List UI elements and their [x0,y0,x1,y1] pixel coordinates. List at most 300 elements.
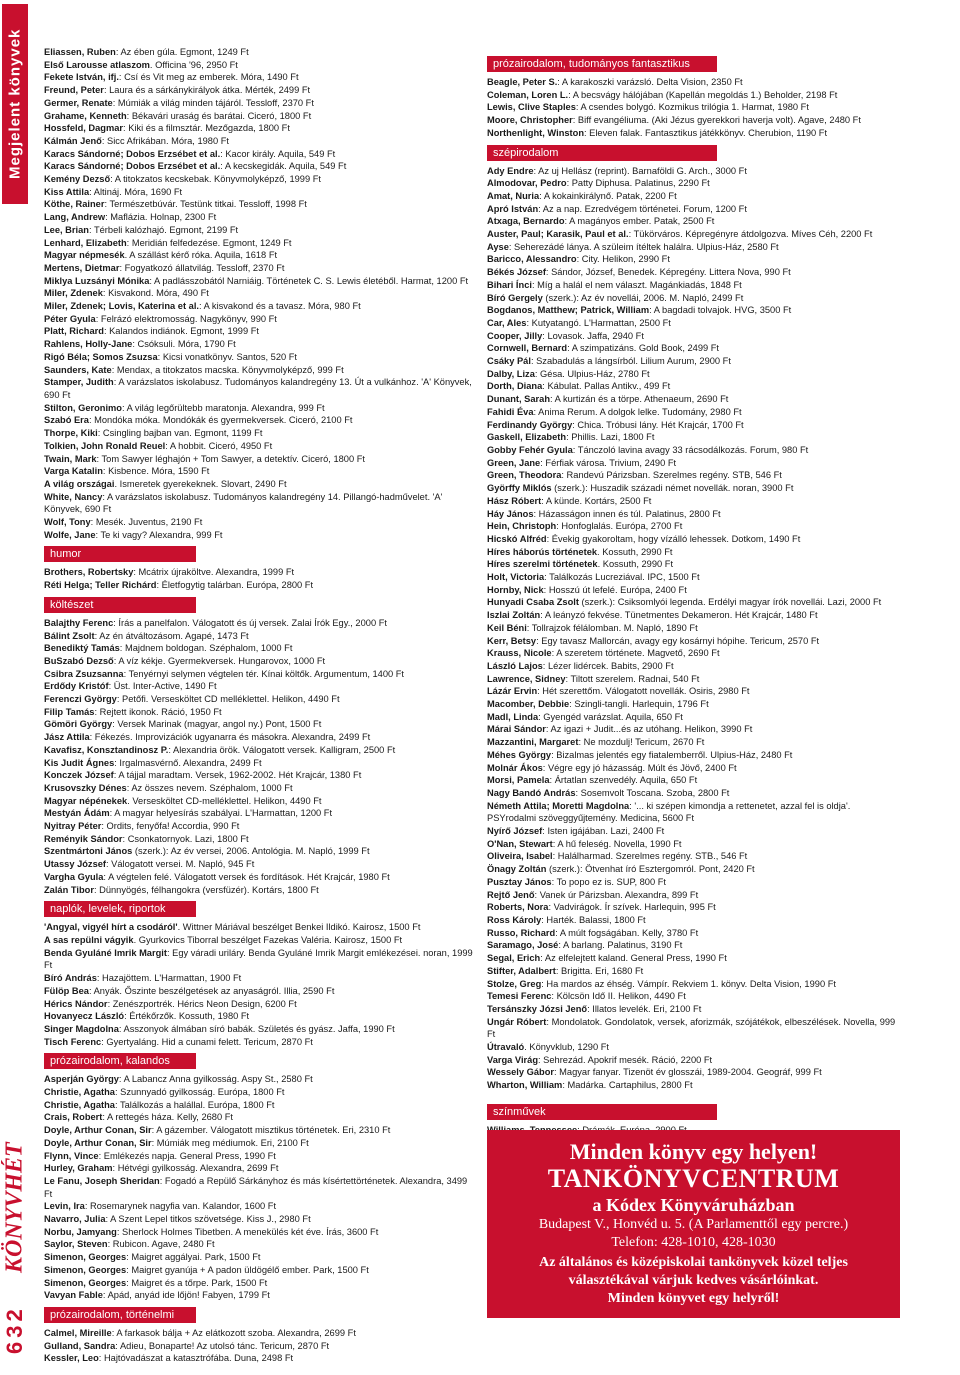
book-details: : Asszonyok álmában síró babák. Születés és gyász. Jaffa, 1990 Ft [118,1023,395,1034]
book-author: Singer Magdolna [44,1023,119,1034]
book-author: Flynn, Vince [44,1150,99,1161]
book-entry [44,998,476,1011]
book-entry [44,871,476,884]
book-entry [487,508,899,521]
book-author: Cornwell, Bernard [487,343,568,354]
book-details: : Találkozás Lucreziával. IPC, 1500 Ft [544,572,700,583]
book-author: Hornby, Nick [487,584,544,595]
book-author: Karacs Sándorné; Dobos Erzsébet et al. [44,148,221,159]
book-details: . Ismeretek gyerekeknek. Slovart, 2490 Ft [114,478,287,489]
book-details: : A végtelen felé. Válogatott versek és fordítások. Hét Krajcár, 1980 Ft [103,871,390,882]
book-author: Konczek József [44,770,114,781]
book-entry [44,947,476,972]
book-entry [487,901,899,914]
book-entry [44,1327,476,1340]
book-entry [44,769,476,782]
book-entry [44,642,476,655]
book-entry [487,596,899,609]
book-details: : A tájjal maradtam. Versek, 1962-2002. Hét Krajcár, 1380 Ft [113,770,362,781]
book-author: Magyar népmesék [44,250,125,261]
book-author: Ungár Róbert [487,1016,547,1027]
book-details: : Fékezés. Improvizációk ugyanarra és másokra. Alexandra, 2499 Ft [89,732,371,743]
book-entry [44,376,476,401]
book-details: : Válogatott versei. M. Napló, 945 Ft [106,859,255,870]
book-details: : Hétvégi gyilkosság. Alexandra, 2699 Ft [112,1163,279,1174]
book-entry [487,939,899,952]
book-details: : Mesék. Juventus, 2190 Ft [90,517,203,528]
book-entry [44,491,476,516]
book-entry [487,850,899,863]
book-details: : Szunnyadó gyilkosság. Európa, 1800 Ft [114,1087,285,1098]
book-details: : A múlt fogságában. Kelly, 3780 Ft [555,927,699,938]
book-entry [44,706,476,719]
book-author: Brothers, Robertsky [44,567,134,578]
book-author: Békés József [487,267,546,278]
book-details: : Ordits, fenyőfa! Accordia, 990 Ft [101,821,240,832]
book-author: Fekete István, ifj. [44,72,119,83]
book-details: : A Szent Lepel titkos szövetsége. Kiss J., 2980 Ft [105,1214,311,1225]
book-details: : Hazajöttem. L'Harmattan, 1900 Ft [96,973,242,984]
book-details: : Kábulat. Pallas Antikv., 499 Ft [542,381,671,392]
book-author: Márai Sándor [487,724,546,735]
book-author: Szabó Era [44,415,89,426]
book-author: Baricco, Alessandro [487,254,577,265]
book-author: Zalán Tibor [44,884,94,895]
book-entry [487,838,899,851]
book-entry [487,165,899,178]
book-details: : Honfoglalás. Európa, 2700 Ft [556,521,683,532]
book-details: : Halálharmad. Szerelmes regény. STB., 546 Ft [552,851,748,862]
book-details: : A magányos ember. Patak, 2500 Ft [564,216,715,227]
book-entry [487,215,899,228]
book-details: : Kölcsön Idő II. Helikon, 4490 Ft [551,991,686,1002]
book-entry [44,566,476,579]
book-details: : A hobbit. Ciceró, 4950 Ft [165,440,273,451]
book-entry [487,952,899,965]
book-entry [44,1086,476,1099]
book-entry [44,668,476,681]
book-entry [44,807,476,820]
book-entry [44,135,476,148]
book-author: Kerr, Betsy [487,635,537,646]
book-author: Eliassen, Ruben [44,47,116,57]
book-details: : A szeretem története. Magvető, 2690 Ft [551,648,720,659]
book-author: Hein, Christoph [487,521,557,532]
book-entry [44,718,476,731]
book-details: : Mcátrix újraköltve. Alexandra, 1999 Ft [133,567,295,578]
book-author: Thorpe, Kiki [44,428,98,439]
book-details: : Tollrajzok félálomban. M. Napló, 1890 Ft [526,622,698,633]
poetry-list [44,617,476,896]
book-entry [487,863,899,876]
book-entry [44,782,476,795]
book-entry [487,1016,899,1041]
book-entry [487,469,899,482]
book-details: : Csí és Vit meg az emberek. Móra, 1490 Ft [118,72,299,83]
book-author: Molnár Ákos [487,762,543,773]
book-author: Méhes György [487,749,552,760]
book-entry [487,101,899,114]
book-entry [487,1079,899,1092]
humor-list [44,566,476,591]
book-entry [487,203,899,216]
book-entry [487,1003,899,1016]
book-author: Kálmán Jenő [44,135,102,146]
book-entry [44,465,476,478]
book-entry [487,558,899,571]
book-details: : Sehrezád. Apokrif mesék. Ráció, 2200 Ft [538,1054,713,1065]
book-details: : Mendax, a titokzatos macska. Könyvmolyképző, 999 Ft [111,364,344,375]
book-author: Ross Károly [487,915,542,925]
book-entry [487,279,899,292]
book-details: : A rettegés háza. Kelly, 2680 Ft [102,1112,233,1123]
book-author: Green, Jane [487,457,541,468]
book-details: : Laura és a sárkánykirályok átka. Mérték, 2499 Ft [103,85,311,96]
book-details: : A varázslatos iskolabusz. Tudományos kalandregény 14. Pillangó-hadművelet. 'A' Könyvek, 690 Ft [44,491,443,515]
book-author: Rigó Béla; Somos Zsuzsa [44,351,158,362]
book-entry [44,858,476,871]
section-heading-poetry: költészet [44,597,196,613]
book-details: : Az igazi + Judit...és az utóhang. Helikon, 3990 Ft [545,724,753,735]
book-details: : Írás a panelfalon. Válogatott és új versek. Zalai Írók Egy., 2000 Ft [113,617,387,628]
book-details: : Hosszú út lefelé. Európa, 2400 Ft [543,584,687,595]
book-details: : Fogadó a Repülő Sárkányhoz és más kísértettörténetek. Alexandra, 3499 Ft [44,1175,468,1199]
book-entry [44,579,476,592]
book-author: Navarro, Julia [44,1214,106,1225]
book-details: : Hajtóvadászat a katasztrófába. Duna, 2498 Ft [98,1353,294,1364]
book-entry [487,609,899,622]
book-details: (szerk.): Huszadik századi német novellák. noran, 3900 Ft [551,483,794,494]
book-author: Doyle, Arthur Conan, Sir [44,1125,152,1136]
book-author: Miler, Zdenek [44,288,103,299]
book-entry [44,300,476,313]
book-details: : Ne mozdulj! Tericum, 2670 Ft [578,737,705,748]
book-author: Bálint Zsolt [44,630,95,641]
book-entry [487,127,899,140]
book-details: : Rosemarynek nagyfia van. Kalandor, 1600 Ft [84,1201,277,1212]
book-entry [44,224,476,237]
book-details: : Üst. Inter-Active, 1490 Ft [108,681,217,692]
book-entry [487,914,899,927]
book-author: Utassy József [44,859,107,870]
book-details: : Isten igájában. Lazi, 2400 Ft [542,826,665,837]
book-entry [44,262,476,275]
book-details: : Phillis. Lazi, 1800 Ft [566,432,655,443]
book-author: Karacs Sándorné; Dobos Erzsébet et al. [44,161,221,172]
book-details: : Sándor, József, Benedek. Képregény. Littera Nova, 990 Ft [545,267,791,278]
book-author: Green, Theodora [487,470,562,481]
book-entry [487,190,899,203]
book-details: : Apád, anyád ide lőjön! Fabyen, 1799 Ft [102,1290,270,1301]
book-entry [487,292,899,305]
book-entry [487,89,899,102]
book-details: : Tiltott szerelem. Radnai, 540 Ft [565,673,700,684]
book-details: : Vadvirágok. Ír szívek. Harlequin, 995 Ft [548,902,716,913]
book-details: : Felrázó elektromosság. Nagykönyv, 990 Ft [95,313,277,324]
book-details: : Seherezádé lánya. A szüleim ítéltek halálra. Ulpius-Ház, 2580 Ft [508,241,779,252]
book-details: : Versek Marinak (magyar, angol ny.) Pont, 1500 Ft [112,719,322,730]
book-details: : Sosemvolt Toscana. Szoba, 2800 Ft [575,787,730,798]
book-details: : Tom Sawyer léghajón + Tom Sawyer, a detektív. Ciceró, 1800 Ft [96,453,365,464]
book-author: Kavafisz, Konsztandinosz P. [44,744,169,755]
book-author: Bogdanos, Matthew; Patrick, William [487,305,650,316]
book-details: . Versesköltet CD-melléklettel. Helikon, 4490 Ft [127,795,322,806]
book-entry [44,440,476,453]
book-author: Simenon, Georges [44,1252,127,1263]
book-author: Péter Gyula [44,313,96,324]
section-heading-scifi: prózairodalom, tudományos fantasztikus [487,56,717,72]
book-entry [487,660,899,673]
book-details: : Maigret gyanúja + A padon üldögélő ember. Park, 1500 Ft [126,1264,369,1275]
book-author: Beagle, Peter S. [487,77,558,87]
book-details: : A kecskegidák. Aquila, 549 Ft [220,161,347,172]
book-author: Saunders, Kate [44,364,112,375]
book-details: : A szimpatizáns. Gold Book, 2499 Ft [567,343,720,354]
adventure-list [44,1073,476,1302]
book-details: (szerk.): Az év novellái, 2006. M. Napló, 2499 Ft [542,292,744,303]
book-entry [44,427,476,440]
book-author: Lang, Andrew [44,212,106,223]
book-details: : Végre egy jó házasság. Múlt és Jövő, 2400 Ft [542,762,737,773]
book-details: (szerk.): Ötvenhat író Esztergomról. Pont, 2420 Ft [546,864,755,875]
book-author: Gaskell, Elizabeth [487,432,567,443]
book-author: Vavyan Fable [44,1290,103,1301]
book-author: Miler, Zdenek; Lovis, Katerina et al. [44,301,199,312]
book-details: (szerk.): Az év versei, 2006. Antológia. M. Napló, 1999 Ft [132,846,370,857]
book-author: Lenhard, Elizabeth [44,237,127,248]
diaries-list [44,921,476,1048]
book-entry [487,736,899,749]
book-details: : Egy tavasz Mallorcán, avagy egy kosárnyi hópihe. Tericum, 2570 Ft [536,635,820,646]
book-author: Köthe, Rainer [44,199,105,210]
book-details: . Kossuth, 2990 Ft [597,546,673,557]
book-details: : A magyar helyesírás szabályai. L'Harmattan, 1200 Ft [109,808,333,819]
book-entry [487,711,899,724]
book-author: Szentmártoni János [44,846,133,857]
book-details: : Meridián felfedezése. Egmont, 1249 Ft [126,237,292,248]
book-details: : Szingli-tangli. Harlequin, 1796 Ft [569,699,709,710]
book-author: Temesi Ferenc [487,991,552,1002]
book-entry [44,693,476,706]
book-entry [487,482,899,495]
book-entry [44,1150,476,1163]
book-details: : A künde. Kortárs, 2500 Ft [541,495,652,506]
book-entry [44,97,476,110]
book-author: Lee, Brian [44,224,89,235]
book-author: Stilton, Geronimo [44,402,122,413]
book-entry [44,731,476,744]
book-details: : Gyengéd varázslat. Aquila, 650 Ft [538,711,683,722]
book-author: Christie, Agatha [44,1087,115,1098]
book-author: Krusovszky Dénes [44,782,127,793]
book-author: Calmel, Mireille [44,1327,112,1338]
book-details: : Adieu, Bonaparte! Az utolsó tánc. Tericum, 2870 Ft [115,1340,330,1351]
book-details: : Ártatlan szenvedély. Aquila, 650 Ft [549,775,698,786]
book-author: Cooper, Jilly [487,330,543,341]
book-entry [487,520,899,533]
book-details: : Térbeli kalózhajó. Egmont, 2199 Ft [88,224,239,235]
book-details: : Altináj. Móra, 1690 Ft [89,186,183,197]
book-entry [487,406,899,419]
book-details: : Vanek úr Párizsban. Alexandra, 899 Ft [534,889,699,900]
book-entry [487,457,899,470]
book-details: : A bagdadi tolvajok. HVG, 3500 Ft [649,305,792,316]
book-entry [44,985,476,998]
book-author: Ferdinandy György [487,419,573,430]
book-entry [487,317,899,330]
book-entry [487,368,899,381]
book-author: Gobby Fehér Gyula [487,444,573,455]
book-entry [44,110,476,123]
book-entry [44,1340,476,1353]
book-details: : Maflázia. Holnap, 2300 Ft [105,212,217,223]
book-author: Grahame, Kenneth [44,110,127,121]
book-entry [487,495,899,508]
book-entry [44,313,476,326]
book-entry [44,59,476,72]
book-details: : Patty Diphusa. Palatinus, 2290 Ft [566,178,710,189]
book-entry [487,76,899,89]
book-details: : Kisvakond. Móra, 490 Ft [102,288,209,299]
ad-store-name: TANKÖNYVCENTRUM [547,1164,840,1193]
book-author: Csibra Zsuzsanna [44,668,124,679]
book-author: 'Angyal, vigyél hírt a csodáról' [44,922,178,933]
book-entry [487,673,899,686]
book-details: : A hű feleség. Novella, 1990 Ft [552,838,682,849]
book-author: Filip Tamás [44,706,95,717]
book-details: : Tánczoló lavina avagy 33 rácsodálkozás. Forum, 980 Ft [572,444,809,455]
book-entry [44,173,476,186]
book-author: Freund, Peter [44,85,104,96]
book-author: Nyírő József [487,826,543,837]
page-number: 632 [2,1305,27,1355]
book-author: Bíró András [44,973,97,984]
book-details: : A karakoszki varázsló. Delta Vision, 2350 Ft [557,77,743,87]
book-author: Varga Katalin [44,466,103,477]
book-author: Stifter, Adalbert [487,965,556,976]
book-entry [44,617,476,630]
section-heading-literature: szépirodalom [487,145,717,161]
book-author: Gömöri György [44,719,113,730]
book-entry [44,186,476,199]
book-author: Christie, Agatha [44,1099,115,1110]
book-author: Kis Judit Ágnes [44,757,115,768]
book-author: Rahlens, Holly-Jane [44,339,133,350]
book-author: BuSzabó Dezső [44,655,114,666]
book-details: : Irgalmasvérnő. Alexandra, 2499 Ft [114,757,262,768]
book-details: : Gésa. Ulpius-Ház, 2780 Ft [534,368,650,379]
book-details: : A barlang. Palatinus, 3190 Ft [558,940,683,951]
section-heading-historical: prózairodalom, történelmi [44,1307,196,1323]
book-author: Iszlai Zoltán [487,610,541,621]
book-author: Wolf, Tony [44,517,91,528]
book-author: Jász Attila [44,732,90,743]
book-entry [487,571,899,584]
book-author: Hunyadi Csaba Zsolt [487,597,579,608]
section-heading-drama: színművek [487,1104,717,1120]
book-details: : Csonkatornyok. Lazi, 1800 Ft [122,833,249,844]
book-author: Apró István [487,203,539,214]
book-entry [487,330,899,343]
book-details: : Madárka. Cartaphilus, 2800 Ft [562,1080,693,1091]
book-author: Fahidi Éva [487,406,534,417]
book-details: : Anyák. Őszinte beszélgetések az anyaságról. Illia, 2590 Ft [88,985,335,996]
book-author: Hurley, Graham [44,1163,113,1174]
book-author: Morsi, Pamela [487,775,550,786]
book-entry [487,1066,899,1079]
book-details: : Chica. Tróbusi lány. Hét Krajcár, 1700 Ft [572,419,744,430]
book-entry [44,1226,476,1239]
book-entry [44,198,476,211]
book-author: Amat, Nuria [487,190,540,201]
book-author: Hovanyecz László [44,1011,125,1022]
book-details: : Petőfi. Versesköltet CD melléklettel. Helikon, 4490 Ft [116,694,340,705]
book-details: : '... ki szépen kimondja a rettenetet, azzal fel is oldja'. PSYrodalmi szöveggyűjtemény. Medicina, 5600 Ft [487,800,851,824]
book-author: László Lajos [487,660,543,671]
book-details: : A csendes bolygó. Kozmikus trilógia 1. Harmat, 1980 Ft [575,102,809,113]
book-author: Lawrence, Sidney [487,673,566,684]
book-author: Csáky Pál [487,356,531,367]
book-author: Platt, Richard [44,326,104,337]
book-author: Saylor, Steven [44,1239,108,1250]
book-entry [44,351,476,364]
book-entry [487,342,899,355]
book-details: : A leányzó fekvése. Tünetmentes Dekameron. Hét Krajcár, 1480 Ft [540,610,818,621]
book-entry [44,148,476,161]
book-author: Balajthy Ferenc [44,617,114,628]
section-label: Megjelent könyvek [2,4,28,204]
book-details: : Te ki vagy? Alexandra, 999 Ft [95,529,223,540]
book-author: Bihari Ínci [487,279,532,290]
book-details: : A farkasok bálja + Az elátkozott szoba. Alexandra, 2699 Ft [111,1327,356,1338]
book-details: : A víz kékje. Gyermekversek. Hungarovox, 1000 Ft [113,655,326,666]
book-author: Gulland, Sandra [44,1340,116,1351]
ad-text-1: Az általános és középiskolai tankönyvek közel teljes [539,1255,848,1270]
book-entry [487,533,899,546]
book-author: Erdődy Kristóf [44,681,109,692]
book-author: Ayse [487,241,509,252]
book-entry [44,338,476,351]
book-details: : Az ében gúla. Egmont, 1249 Ft [115,47,249,57]
book-author: Ferenczi György [44,694,117,705]
book-author: Russo, Richard [487,927,556,938]
book-details: : Mondolatok. Gondolatok, versek, aforizmák, szójátékok, elbeszélések. Novella, 999 Ft [487,1016,896,1040]
book-author: Wharton, William [487,1080,563,1091]
book-entry [44,325,476,338]
book-details: : Zenészportrék. Hérics Neon Design, 6200 Ft [107,998,297,1009]
book-details: : Majdnem boldogan. Széphalom, 1000 Ft [119,643,293,654]
ad-headline: Minden könyv egy helyen! [569,1139,818,1164]
book-entry [487,393,899,406]
book-details: : Dünnyögés, félhangokra (versfüzér). Kortárs, 1800 Ft [93,884,319,895]
book-entry [44,972,476,985]
book-entry [487,774,899,787]
book-entry [487,584,899,597]
book-entry [487,419,899,432]
book-entry [487,825,899,838]
book-entry [44,1238,476,1251]
book-entry [487,749,899,762]
book-author: Coleman, Loren L. [487,89,569,100]
book-details: : A kisvakond és a tavasz. Móra, 980 Ft [199,301,361,312]
book-entry [44,655,476,668]
ad-address: Budapest V., Honvéd u. 5. (A Parlamenttől egy percre.) [538,1217,849,1232]
book-author: Car, Ales [487,317,527,328]
book-entry [44,845,476,858]
book-details: : Múmiák meg médiumok. Eri, 2100 Ft [151,1137,309,1148]
book-entry [487,177,899,190]
book-entry [44,414,476,427]
